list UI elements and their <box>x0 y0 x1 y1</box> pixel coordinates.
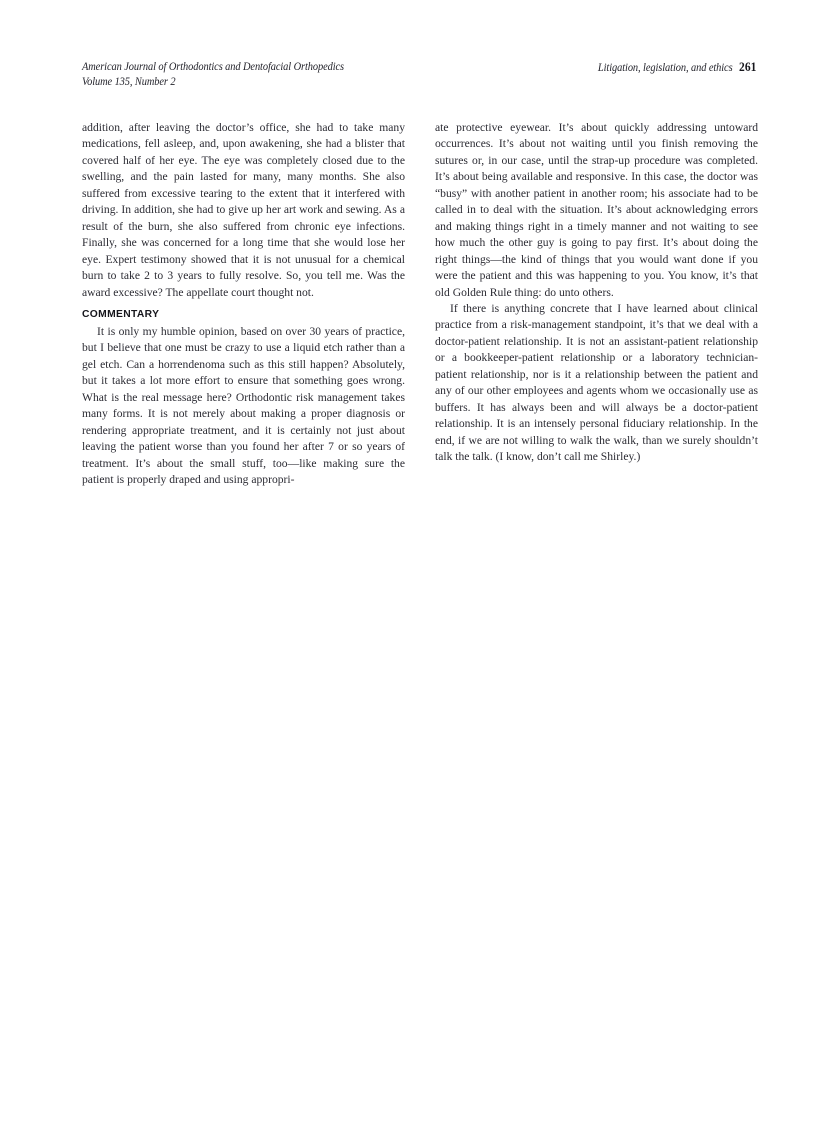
journal-title-block <box>82 60 344 89</box>
paragraph-commentary: It is only my humble opinion, based on over 30 years of practice, but I believe that one must be crazy to use a liquid etch rather than a gel etch. Can a horrendenoma such as this still happen? Absolutely, but it takes a lot more effort to ensure that something goes wrong. What is the real message here? Orthodontic risk management takes many forms. It is not merely about making a proper diagnosis or rendering appropriate treatment, and it is certainly not just about leaving the patient worse than you found her after 7 or so years of treatment. It’s about the small stuff, too—like making sure the patient is properly draped and using appropri- <box>82 324 405 487</box>
paragraph-commentary-continued: ate protective eyewear. It’s about quickly addressing untoward occurrences. It’s about not waiting until you finish removing the sutures or, in our case, until the strap-up procedure was completed. It’s about being available and responsive. In this case, the doctor was “busy” with another patient in another room; his associate had to be called in to deal with the situation. It’s about acknowledging errors and making things right in a timely manner and not waiting to see how much the other guy is going to pay first. It’s about doing the right things—the kind of things that you would want done if you were the patient and this was happening to you. You know, it’s that old Golden Rule thing: do unto others. <box>435 121 758 299</box>
journal-volume-issue: Volume 135, Number 2 <box>82 75 176 88</box>
left-column <box>82 120 405 489</box>
section-title: Litigation, legislation, and ethics <box>597 62 733 74</box>
journal-title: American Journal of Orthodontics and Dentofacial Orthopedics <box>82 61 345 73</box>
page-number: 261 <box>738 60 756 74</box>
running-head <box>82 60 756 94</box>
paragraph-final: If there is anything concrete that I have learned about clinical practice from a risk-management standpoint, it’s that we deal with a doctor-patient relationship. It is not an assistant-patient relationship or a bookkeeper-patient relationship or a laboratory technician-patient relationship, nor is it a relationship between the patient and any of our other employees and agents whom we occasionally use as buffers. It has always been and will always be a doctor-patient relationship. It is an intensely personal fiduciary relationship. In the end, if we are not willing to walk the walk, than we surely shouldn’t talk the talk. (I know, don’t call me Shirley.) <box>435 301 758 464</box>
heading-commentary: COMMENTARY <box>82 309 160 321</box>
right-column <box>435 120 758 466</box>
body-columns <box>82 120 758 489</box>
section-title-block <box>598 60 756 76</box>
paragraph-continued-case: addition, after leaving the doctor’s office, she had to take many medications, fell asleep, and, upon awakening, she had a blister that covered half of her eye. The eye was completely closed due to the swelling, and the pain lasted for many, many months. She also suffered from excessive tearing to the extent that it interfered with driving. In addition, she had to give up her art work and sewing. As a result of the burn, she also suffered from chronic eye infections. Finally, she was concerned for a long time that she would lose her eye. Expert testimony showed that it is not unusual for a chemical burn to take 2 to 3 years to fully resolve. So, you tell me. Was the award excessive? The appellate court thought not. <box>82 121 405 299</box>
